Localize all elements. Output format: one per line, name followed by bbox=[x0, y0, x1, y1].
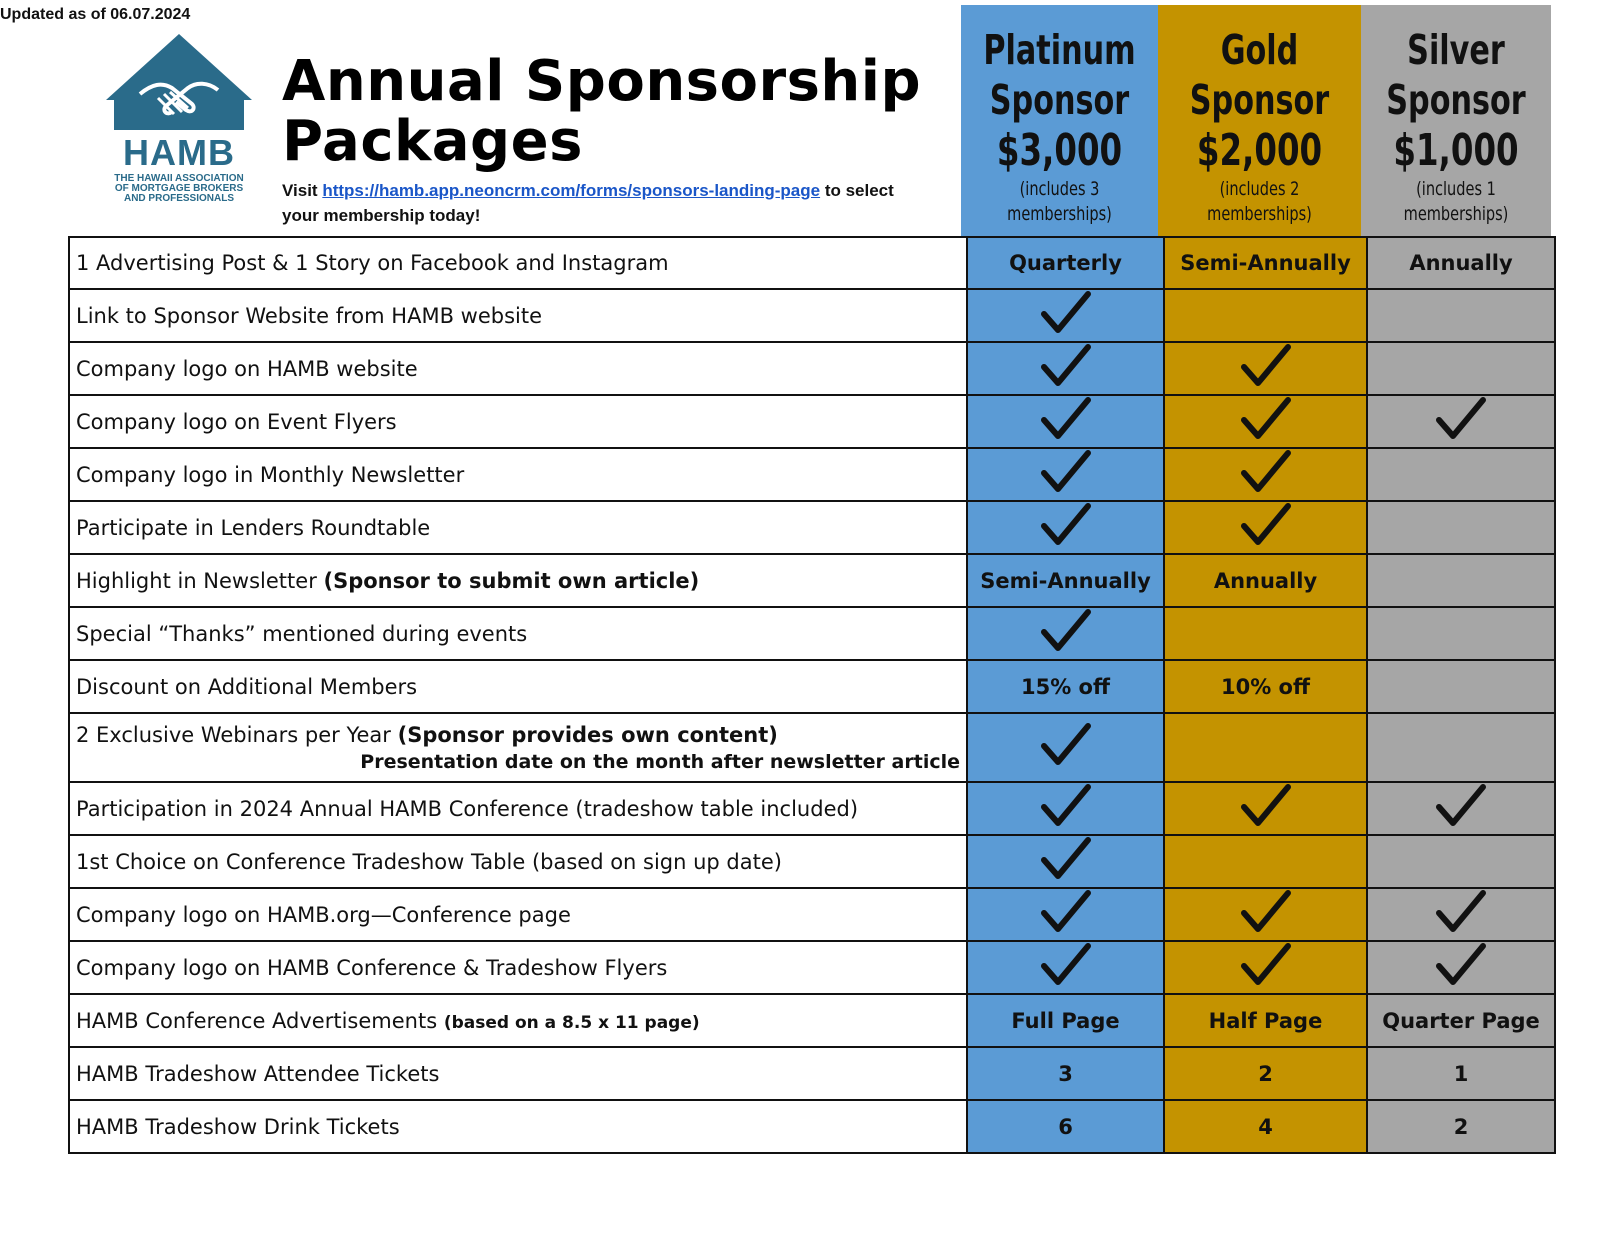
cell-gold bbox=[1164, 941, 1367, 994]
page-title: Annual Sponsorship Packages bbox=[282, 49, 922, 174]
feature-label: 2 Exclusive Webinars per Year (Sponsor provides own content) Presentation date on the month after newsletter article bbox=[69, 713, 967, 782]
cell-platinum bbox=[967, 941, 1164, 994]
cell-gold: Semi-Annually bbox=[1164, 237, 1367, 289]
sponsors-landing-link[interactable]: https://hamb.app.neoncrm.com/forms/sponsors-landing-page bbox=[322, 181, 821, 200]
checkmark-icon bbox=[1435, 783, 1487, 829]
cell-gold: 2 bbox=[1164, 1047, 1367, 1100]
cell-gold bbox=[1164, 289, 1367, 342]
tier-header-gold: Gold Sponsor $2,000 (includes 2 memberships) bbox=[1158, 5, 1361, 236]
table-row bbox=[69, 342, 1555, 395]
cell-platinum: 15% off bbox=[967, 660, 1164, 713]
cell-platinum: Quarterly bbox=[967, 237, 1164, 289]
checkmark-icon bbox=[1240, 343, 1292, 389]
cell-silver bbox=[1367, 395, 1555, 448]
checkmark-icon bbox=[1040, 343, 1092, 389]
cell-platinum bbox=[967, 782, 1164, 835]
table-row bbox=[69, 289, 1555, 342]
table-row bbox=[69, 237, 1555, 289]
checkmark-icon bbox=[1040, 608, 1092, 654]
feature-label: Participation in 2024 Annual HAMB Conference (tradeshow table included) bbox=[69, 782, 967, 835]
feature-label: HAMB Conference Advertisements (based on a 8.5 x 11 page) bbox=[69, 994, 967, 1047]
cell-gold bbox=[1164, 835, 1367, 888]
table-row bbox=[69, 994, 1555, 1047]
cell-platinum: 3 bbox=[967, 1047, 1164, 1100]
cell-silver bbox=[1367, 713, 1555, 782]
cell-silver bbox=[1367, 289, 1555, 342]
cell-silver: Quarter Page bbox=[1367, 994, 1555, 1047]
table-row bbox=[69, 782, 1555, 835]
cell-platinum bbox=[967, 501, 1164, 554]
checkmark-icon bbox=[1435, 889, 1487, 935]
table-row bbox=[69, 607, 1555, 660]
cell-silver: Annually bbox=[1367, 237, 1555, 289]
checkmark-icon bbox=[1040, 502, 1092, 548]
checkmark-icon bbox=[1240, 889, 1292, 935]
feature-label: Participate in Lenders Roundtable bbox=[69, 501, 967, 554]
benefits-table bbox=[68, 236, 1556, 1154]
cell-gold bbox=[1164, 342, 1367, 395]
cell-silver bbox=[1367, 501, 1555, 554]
tier-header-silver: Silver Sponsor $1,000 (includes 1 memberships) bbox=[1361, 5, 1551, 236]
checkmark-icon bbox=[1435, 942, 1487, 988]
feature-label: Highlight in Newsletter (Sponsor to submit own article) bbox=[69, 554, 967, 607]
tier-header-platinum: Platinum Sponsor $3,000 (includes 3 memberships) bbox=[961, 5, 1158, 236]
cell-silver: 1 bbox=[1367, 1047, 1555, 1100]
feature-label: HAMB Tradeshow Attendee Tickets bbox=[69, 1047, 967, 1100]
checkmark-icon bbox=[1435, 396, 1487, 442]
checkmark-icon bbox=[1240, 396, 1292, 442]
cell-silver bbox=[1367, 554, 1555, 607]
feature-label: HAMB Tradeshow Drink Tickets bbox=[69, 1100, 967, 1153]
feature-label: Link to Sponsor Website from HAMB website bbox=[69, 289, 967, 342]
feature-label: Company logo in Monthly Newsletter bbox=[69, 448, 967, 501]
cell-gold: Half Page bbox=[1164, 994, 1367, 1047]
table-row bbox=[69, 395, 1555, 448]
cell-platinum bbox=[967, 607, 1164, 660]
feature-label: Company logo on HAMB website bbox=[69, 342, 967, 395]
cell-gold bbox=[1164, 607, 1367, 660]
feature-label: 1 Advertising Post & 1 Story on Facebook and Instagram bbox=[69, 237, 967, 289]
cell-silver bbox=[1367, 835, 1555, 888]
cell-gold bbox=[1164, 888, 1367, 941]
cell-gold bbox=[1164, 448, 1367, 501]
checkmark-icon bbox=[1040, 290, 1092, 336]
cell-gold: 4 bbox=[1164, 1100, 1367, 1153]
updated-date: Updated as of 06.07.2024 bbox=[0, 6, 191, 23]
cell-gold bbox=[1164, 501, 1367, 554]
table-row bbox=[69, 1047, 1555, 1100]
checkmark-icon bbox=[1040, 722, 1092, 768]
cell-gold bbox=[1164, 782, 1367, 835]
cell-gold bbox=[1164, 395, 1367, 448]
feature-label: 1st Choice on Conference Tradeshow Table (based on sign up date) bbox=[69, 835, 967, 888]
feature-label: Company logo on HAMB Conference & Tradeshow Flyers bbox=[69, 941, 967, 994]
cell-silver bbox=[1367, 941, 1555, 994]
checkmark-icon bbox=[1040, 836, 1092, 882]
cell-platinum: 6 bbox=[967, 1100, 1164, 1153]
cell-gold: Annually bbox=[1164, 554, 1367, 607]
checkmark-icon bbox=[1240, 449, 1292, 495]
cell-silver bbox=[1367, 607, 1555, 660]
cell-platinum bbox=[967, 835, 1164, 888]
checkmark-icon bbox=[1040, 889, 1092, 935]
cell-platinum: Semi-Annually bbox=[967, 554, 1164, 607]
feature-label: Special “Thanks” mentioned during events bbox=[69, 607, 967, 660]
table-row bbox=[69, 1100, 1555, 1153]
table-row bbox=[69, 835, 1555, 888]
visit-instructions: Visit https://hamb.app.neoncrm.com/forms/sponsors-landing-page to select your membership today! bbox=[282, 181, 894, 225]
cell-platinum bbox=[967, 342, 1164, 395]
cell-platinum bbox=[967, 448, 1164, 501]
cell-silver bbox=[1367, 782, 1555, 835]
checkmark-icon bbox=[1240, 502, 1292, 548]
cell-silver: 2 bbox=[1367, 1100, 1555, 1153]
checkmark-icon bbox=[1040, 783, 1092, 829]
table-row bbox=[69, 660, 1555, 713]
cell-gold: 10% off bbox=[1164, 660, 1367, 713]
checkmark-icon bbox=[1240, 783, 1292, 829]
table-row bbox=[69, 554, 1555, 607]
logo-subtitle: THE HAWAII ASSOCIATION OF MORTGAGE BROKERS AND PROFESSIONALS bbox=[114, 173, 244, 204]
cell-platinum bbox=[967, 713, 1164, 782]
cell-silver bbox=[1367, 888, 1555, 941]
feature-label: Discount on Additional Members bbox=[69, 660, 967, 713]
checkmark-icon bbox=[1040, 396, 1092, 442]
logo-name: HAMB bbox=[123, 132, 235, 173]
checkmark-icon bbox=[1040, 942, 1092, 988]
table-row bbox=[69, 501, 1555, 554]
feature-label: Company logo on Event Flyers bbox=[69, 395, 967, 448]
cell-gold bbox=[1164, 713, 1367, 782]
cell-silver bbox=[1367, 342, 1555, 395]
table-row bbox=[69, 888, 1555, 941]
feature-label: Company logo on HAMB.org—Conference page bbox=[69, 888, 967, 941]
cell-silver bbox=[1367, 448, 1555, 501]
cell-platinum bbox=[967, 289, 1164, 342]
cell-platinum bbox=[967, 395, 1164, 448]
table-row bbox=[69, 448, 1555, 501]
cell-silver bbox=[1367, 660, 1555, 713]
cell-platinum: Full Page bbox=[967, 994, 1164, 1047]
checkmark-icon bbox=[1040, 449, 1092, 495]
table-row bbox=[69, 713, 1555, 782]
cell-platinum bbox=[967, 888, 1164, 941]
checkmark-icon bbox=[1240, 942, 1292, 988]
table-row bbox=[69, 941, 1555, 994]
